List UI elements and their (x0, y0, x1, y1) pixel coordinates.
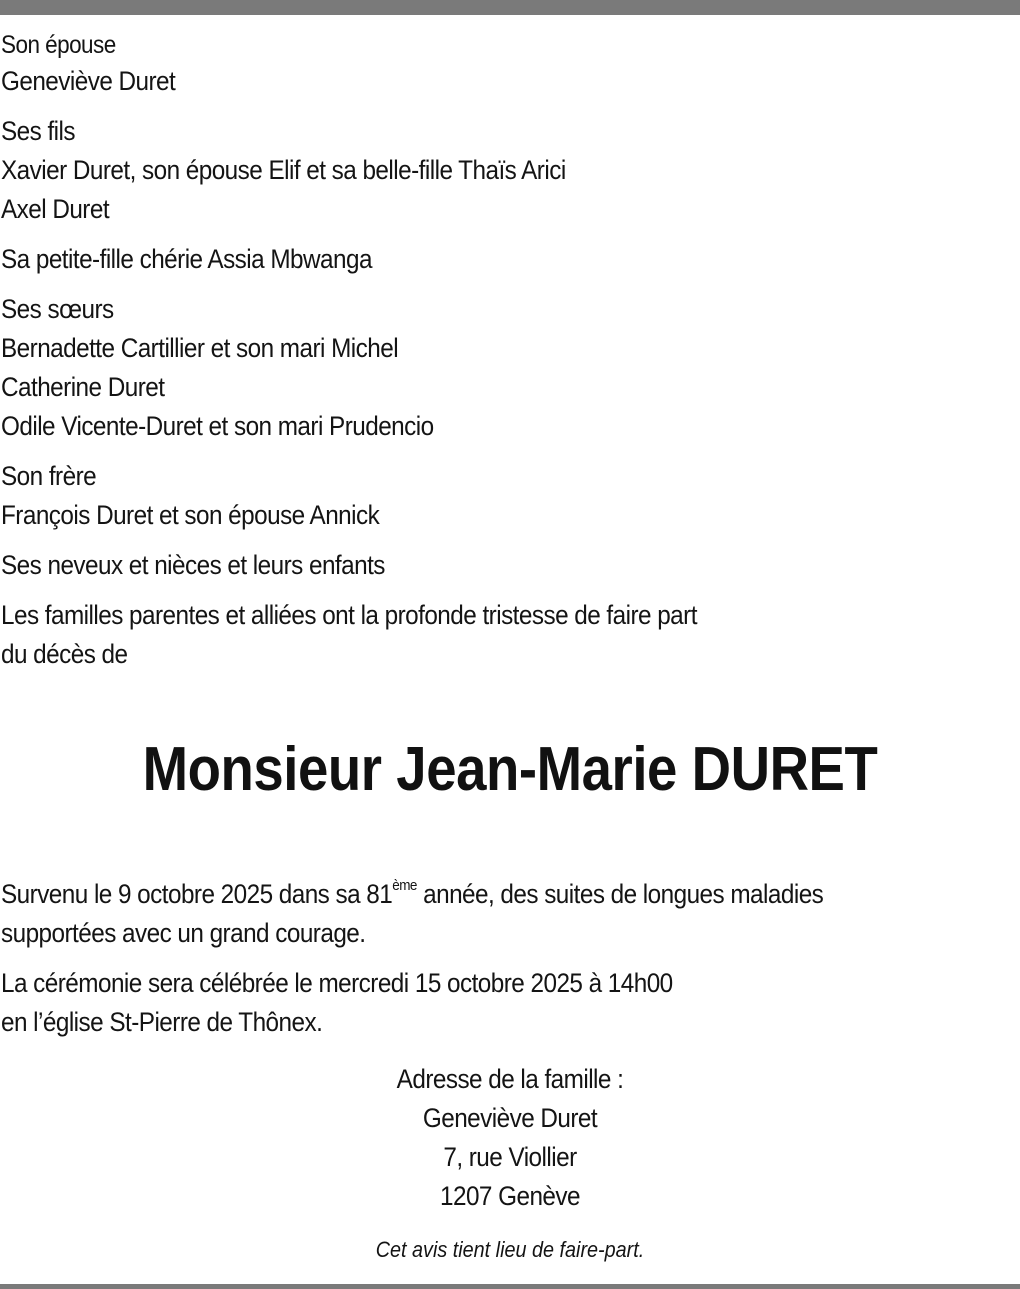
sisters-group (1, 290, 1019, 446)
top-rule (0, 0, 1020, 15)
granddaughter-entry: Sa petite-fille chérie Assia Mbwanga (1, 244, 372, 274)
brother-group (1, 457, 1019, 535)
death-paragraph (1, 875, 1019, 953)
deceased-name: Monsieur Jean-Marie DURET (142, 735, 878, 804)
death-text-before: Survenu le 9 octobre 2025 dans sa 81 (1, 879, 393, 909)
nephews-entry: Ses neveux et nièces et leurs enfants (1, 550, 385, 580)
address-city: 1207 Genève (439, 1181, 580, 1211)
ceremony-line: La cérémonie sera célébrée le mercredi 15 octobre 2025 à 14h00 (1, 968, 673, 998)
granddaughter-group (1, 240, 1019, 279)
address-name: Geneviève Duret (422, 1103, 598, 1133)
sister-entry: Odile Vicente-Duret et son mari Prudencio (1, 411, 434, 441)
brother-title: Son frère (1, 461, 97, 491)
death-line (1, 875, 917, 914)
death-line: supportées avec un grand courage. (1, 918, 366, 948)
brother-entry: François Duret et son épouse Annick (1, 500, 380, 530)
family-address (0, 1060, 1020, 1216)
ceremony-paragraph (1, 964, 1019, 1042)
nephews-group (1, 546, 1019, 585)
son-entry: Xavier Duret, son épouse Elif et sa belle-fille Thaïs Arici (1, 155, 566, 185)
footer-note: Cet avis tient lieu de faire-part. (375, 1237, 645, 1262)
death-text-after: année, des suites de longues maladies (416, 879, 824, 909)
sister-entry: Catherine Duret (1, 372, 165, 402)
address-street: 7, rue Viollier (443, 1142, 577, 1172)
family-list (1, 29, 1019, 685)
families-group (1, 596, 1019, 674)
spouse-group (1, 29, 1019, 101)
bottom-rule (0, 1284, 1020, 1289)
son-entry: Axel Duret (1, 194, 110, 224)
sister-entry: Bernadette Cartillier et son mari Michel (1, 333, 399, 363)
sons-group (1, 112, 1019, 229)
families-line: du décès de (1, 639, 128, 669)
ceremony-line: en l’église St-Pierre de Thônex. (1, 1007, 323, 1037)
ordinal-suffix: ème (392, 877, 417, 894)
sons-title: Ses fils (1, 116, 76, 146)
spouse-title: Son épouse (1, 31, 116, 59)
address-title: Adresse de la famille : (396, 1064, 624, 1094)
spouse-name: Geneviève Duret (1, 66, 176, 96)
sisters-title: Ses sœurs (1, 294, 114, 324)
families-line: Les familles parentes et alliées ont la profonde tristesse de faire part (1, 600, 697, 630)
